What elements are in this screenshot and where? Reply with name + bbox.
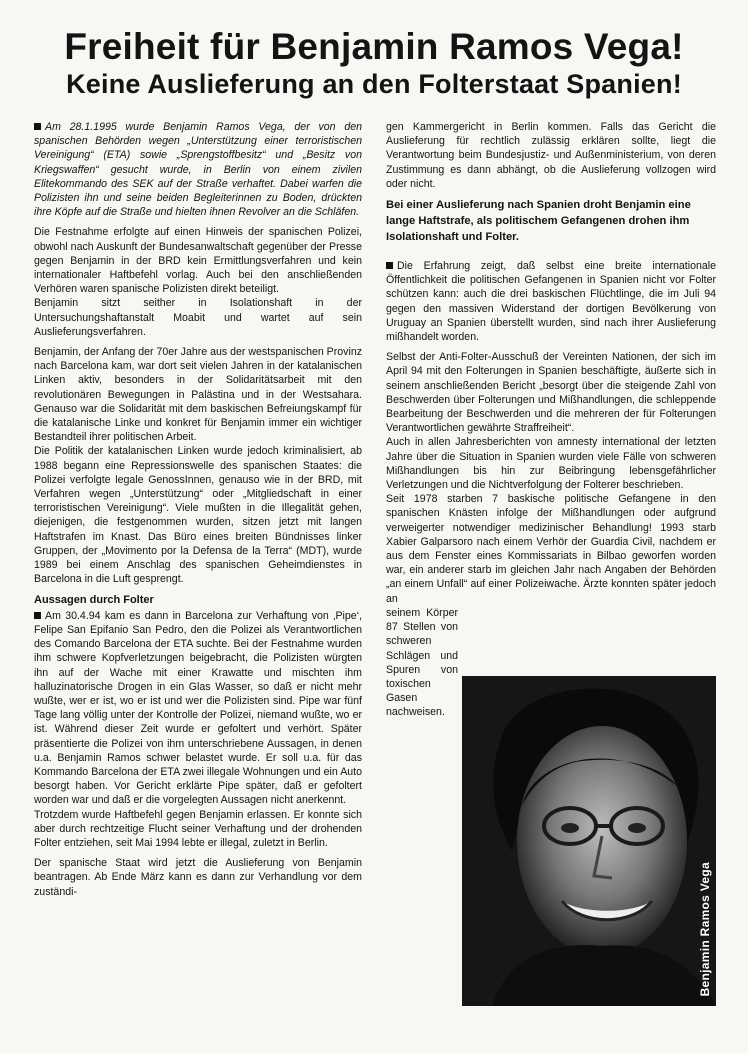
paragraph: Die Erfahrung zeigt, daß selbst eine breite internationale Öffentlichkeit die politischen Gefangenen in Spanien nicht vor Folter schützen kann: auch die drei baskischen Flüchtlinge, die im Juli 94 gegen den massiven Widerstand der dortigen Bevölkerung von Uruguay an Spanien überstellt wurden, sind nach ihrer Auslieferung mißhandelt worden. (386, 260, 716, 344)
paragraph: Benjamin sitzt seither in Isolationshaft in der Untersuchungshaftanstalt Moabit und wartet auf sein Auslieferungsverfahren. (34, 297, 362, 338)
paragraph: Seit 1978 starben 7 baskische politische Gefangene in den spanischen Knästen infolge der Mißhandlungen oder aufgrund verweigerter notwendiger medizinischer Behandlung! 1993 starb Xabier Galparsoro nach einem Verhör der Guardia Civil, nachdem er aus dem Fenster eines Kommissariats in Bilbao geworfen worden war, ein anderer starb im gleichen Jahr nach Angaben der Behörden „an einem Unfall“ auf einer Polizeiwache. Ärzte konnten später jedoch an (386, 493, 716, 605)
bullet-square-icon (34, 612, 41, 619)
bullet-square-icon (34, 123, 41, 130)
paragraph: Die Politik der katalanischen Linken wurde jedoch kriminalisiert, ab 1988 begann eine Repressionswelle des spanischen Staates: die Polizei verfolgte legale GenossInnen, genauso wie in der BRD, mit Verfahren wegen „Unterstützung“ oder „Mitgliedschaft in einer terroristischen Vereinigung“. Viele mußten in die Illegalität gehen, diejenigen, die festgenommen wurden, sitzen jetzt mit langen Haftstrafen im Knast. Das Büro eines breiten Bündnisses linker Gruppen, der „Movimento por la Defensa de la Terra“ (MDT), wurde 1989 bei einem Anschlag des spanischen Geheimdienstes in Barcelona in die Luft gesprengt. (34, 445, 362, 586)
paragraph: Benjamin, der Anfang der 70er Jahre aus der westspanischen Provinz nach Barcelona kam, war dort seit vielen Jahren in der katalanischen Linken aktiv, besonders in der Solidaritätsarbeit mit den revolutionären Bewegungen in Palästina und in der Westsahara. Genauso war die Solidarität mit dem baskischen Befreiungskampf für die katalanische Linke und konkret für Benjamin immer ein wichtiger Bestandteil ihrer politischen Arbeit. (34, 346, 363, 444)
callout-box: Bei einer Auslieferung nach Spanien droht Benjamin eine lange Haftstrafe, als politischem Gefangenen drohen ihm Isolationshaft und Folter. (386, 199, 691, 244)
paragraph: Trotzdem wurde Haftbefehl gegen Benjamin erlassen. Er konnte sich aber durch rechtzeitige Flucht seiner Verhaftung und der drohenden Folter entziehen, seit Mai 1994 lebte er illegal, zuletzt in Berlin. (34, 808, 362, 849)
paragraph-beside-photo: seinem Körper 87 Stellen von schweren Schlägen und Spuren von toxischen Gasen nachweisen. (386, 606, 458, 719)
right-column (386, 120, 716, 726)
lead-paragraph: Am 28.1.1995 wurde Benjamin Ramos Vega, der von den spanischen Behörden wegen „Unterstützung einer terroristischen Vereinigung“ (ETA) sowie „Sprengstoffbesitz“ und „Besitz von Kriegswaffen“ gesucht wurde, in Berlin von einem zivilen Elitekommando des SEK auf der Straße verhaftet. Dabei warfen die Polizisten ihn und seine beiden Begleiterinnen zu Boden, drückten ihre Köpfe auf die Straße und hielten ihnen Revolver an die Schläfen. (34, 121, 362, 219)
portrait-photo (462, 676, 716, 1006)
section-heading: Aussagen durch Folter (34, 593, 154, 606)
paragraph: Auch in allen Jahresberichten von amnesty international der letzten Jahre über die Situation in Spanien wurden viele Fälle von schweren Mißhandlungen bis hin zur Beibringung lebensgefährlicher Verletzungen und die Nichtverfolgung der Folterer beschrieben. (386, 436, 716, 492)
paragraph: Die Festnahme erfolgte auf einen Hinweis der spanischen Polizei, obwohl nach Auskunft der Bundesanwaltschaft gegenüber der Presse gegen Benjamin in der BRD kein Ermittlungsverfahren und kein internationaler Haftbefehl vorlag. Auch bei den anschließenden Verhören waren spanische Polizisten direkt beteiligt. (34, 226, 362, 296)
paragraph: Selbst der Anti-Folter-Ausschuß der Vereinten Nationen, der sich im April 94 mit den Folterungen in Spanien beschäftigte, äußerte sich in seinem anschließenden Bericht „besorgt über die steigende Zahl von Beschwerden über Folterungen und Mißhandlungen, die schleppende Bearbeitung der Beschwerden und die mehreren der für Folterungen Verantwortlichen gewährte Straffreiheit“. (386, 351, 716, 435)
left-column (34, 120, 362, 905)
paragraph: Am 30.4.94 kam es dann in Barcelona zur Verhaftung von ‚Pipe‘, Felipe San Epifanio San Pedro, den die Polizei als Verantwortlichen des Comando Barcelona der ETA suchte. Bei der Festnahme wurden ihm schwere Kopfverletzungen beigebracht, die Polizisten würgten ihn auf der Wache mit einer Krawatte und mischten ihm halluzinatorische Drogen in ein Glas Wasser, so daß er nicht mehr wußte, wer er ist, wo er ist und wer die Polizisten sind. Pipe war fünf Tage lang völlig unter der Kontrolle der Polizei, niemand wußte, wo er ist. Während dieser Zeit wurde er gefoltert und verhört. Später präsentierte die Polizei von ihm unterschriebene Aussagen, in denen u.a. Benjamin Ramos schwer belastet wurde. Er soll u.a. für das Kommando Barcelona der ETA zwei illegale Wohnungen und ein Auto besorgt haben. Vor Gericht erklärte Pipe später, daß er gefoltert worden war und daß er die vorgelegten Aussagen nicht anerkennt. (34, 609, 362, 807)
paragraph: Der spanische Staat wird jetzt die Auslieferung von Benjamin beantragen. Ab Ende März kann es dann zur Verhandlung vor dem zuständi- (34, 857, 362, 898)
photo-caption: Benjamin Ramos Vega (698, 861, 712, 996)
portrait-illustration (462, 676, 716, 1006)
headline-sub: Keine Auslieferung an den Folterstaat Spanien! (66, 69, 682, 99)
paragraph: gen Kammergericht in Berlin kommen. Falls das Gericht die Auslieferung für rechtlich zulässig erklären sollte, liegt die Verantwortung beim Bundesjustiz- und Außenministerium, von deren Zustimmung es dann abhängt, ob die Auslieferung vollzogen wird oder nicht. (386, 121, 716, 190)
bullet-square-icon (386, 262, 393, 269)
headline-main: Freiheit für Benjamin Ramos Vega! (64, 26, 684, 67)
